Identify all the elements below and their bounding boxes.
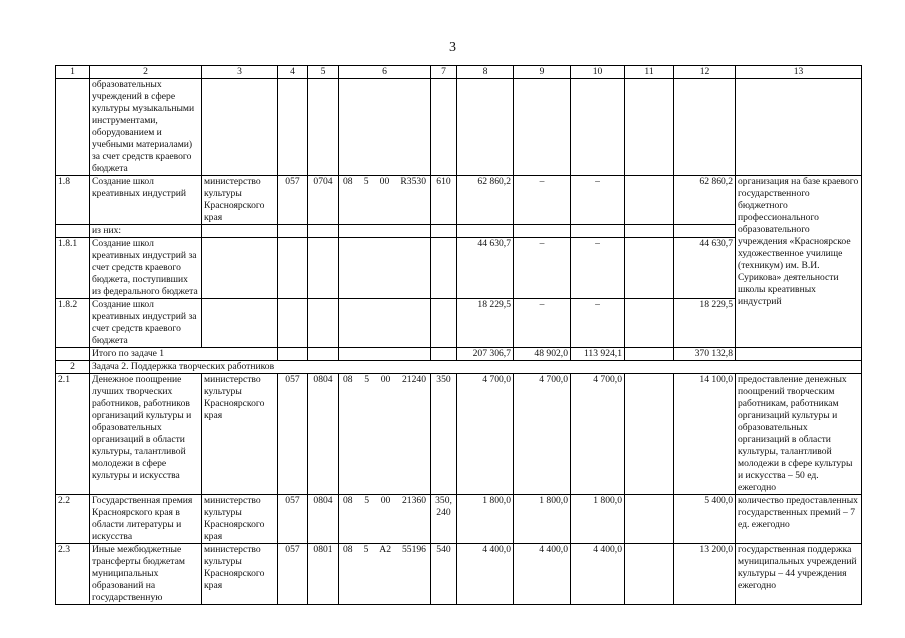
- table-row: [56, 176, 862, 225]
- executor: министерство культуры Красноярского края: [202, 176, 278, 225]
- row-number: 2.1: [56, 374, 90, 495]
- header-cell: 7: [431, 66, 457, 79]
- expense-type: 350, 240: [431, 495, 457, 544]
- value-year1: 18 229,5: [457, 299, 514, 348]
- header-cell: 8: [457, 66, 514, 79]
- target-code: 08 5 00 R3530: [339, 176, 431, 225]
- header-cell: 13: [736, 66, 862, 79]
- header-cell: 6: [339, 66, 431, 79]
- table-row: [56, 374, 862, 495]
- value-year2: 1 800,0: [514, 495, 571, 544]
- measure-name: Государственная премия Красноярского края в области литературы и искусства: [90, 495, 202, 544]
- value-total: 62 860,2: [674, 176, 736, 225]
- value-year2: –: [514, 238, 571, 299]
- expected-result: организация на базе краевого государственного бюджетного профессионального образовательного учреждения «Красноярское художественное училище (техникум) им. В.И. Сурикова» деятельности школы креативных индустрий: [736, 176, 862, 348]
- header-cell: 12: [674, 66, 736, 79]
- header-cell: 2: [90, 66, 202, 79]
- section-code: 0804: [308, 374, 339, 495]
- value-year1: 4 700,0: [457, 374, 514, 495]
- header-cell: 4: [278, 66, 308, 79]
- grbs-code: 057: [278, 374, 308, 495]
- value-total: 13 200,0: [674, 544, 736, 605]
- table-row: [56, 544, 862, 605]
- budget-table: [55, 65, 862, 605]
- row-number: 1.8.2: [56, 299, 90, 348]
- grbs-code: 057: [278, 176, 308, 225]
- value-total: 14 100,0: [674, 374, 736, 495]
- grbs-code: 057: [278, 495, 308, 544]
- value-year2: –: [514, 299, 571, 348]
- value-year2: 4 700,0: [514, 374, 571, 495]
- value-year3: 4 400,0: [571, 544, 625, 605]
- value-year2: 4 400,0: [514, 544, 571, 605]
- row-number: 1.8.1: [56, 238, 90, 299]
- subitem-label: из них:: [90, 225, 202, 238]
- value-year3: –: [571, 299, 625, 348]
- row-number: 1.8: [56, 176, 90, 225]
- expected-result: предоставление денежных поощрений творческим работникам, работникам организаций культуры и образовательных организаций в области культуры, талантливой молодежи в сфере культуры и искусства – 50 ед. ежегодно: [736, 374, 862, 495]
- grbs-code: 057: [278, 544, 308, 605]
- value-total: 5 400,0: [674, 495, 736, 544]
- target-code: 08 5 00 21360: [339, 495, 431, 544]
- measure-name: образовательных учреждений в сфере культуры музыкальными инструментами, оборудованием и учебными материалами) за счет средств краевого бюджета: [90, 79, 202, 176]
- total-row: [56, 348, 862, 361]
- expense-type: 540: [431, 544, 457, 605]
- measure-name: Создание школ креативных индустрий за счет средств краевого бюджета, поступивших из федерального бюджета: [90, 238, 202, 299]
- value-year1: 62 860,2: [457, 176, 514, 225]
- expense-type: 610: [431, 176, 457, 225]
- value-year2: –: [514, 176, 571, 225]
- header-cell: 3: [202, 66, 278, 79]
- task-title: Задача 2. Поддержка творческих работников: [90, 361, 862, 374]
- header-cell: 11: [625, 66, 674, 79]
- total-year1: 207 306,7: [457, 348, 514, 361]
- section-code: 0804: [308, 495, 339, 544]
- total-sum: 370 132,8: [674, 348, 736, 361]
- total-label: Итого по задаче 1: [90, 348, 278, 361]
- header-cell: 9: [514, 66, 571, 79]
- value-year1: 44 630,7: [457, 238, 514, 299]
- expense-type: 350: [431, 374, 457, 495]
- header-cell: 10: [571, 66, 625, 79]
- value-col11: [625, 176, 674, 225]
- expected-result: количество предоставленных государственных премий – 7 ед. ежегодно: [736, 495, 862, 544]
- value-year3: –: [571, 238, 625, 299]
- value-total: 44 630,7: [674, 238, 736, 299]
- value-year3: –: [571, 176, 625, 225]
- row-number: 2.3: [56, 544, 90, 605]
- measure-name: Создание школ креативных индустрий: [90, 176, 202, 225]
- section-code: 0801: [308, 544, 339, 605]
- section-code: 0704: [308, 176, 339, 225]
- header-row: [56, 66, 862, 79]
- value-total: 18 229,5: [674, 299, 736, 348]
- value-year1: 4 400,0: [457, 544, 514, 605]
- header-cell: 5: [308, 66, 339, 79]
- executor: министерство культуры Красноярского края: [202, 495, 278, 544]
- expected-result: государственная поддержка муниципальных учреждений культуры – 44 учреждения ежегодно: [736, 544, 862, 605]
- row-number: 2.2: [56, 495, 90, 544]
- target-code: 08 5 A2 55196: [339, 544, 431, 605]
- header-cell: 1: [56, 66, 90, 79]
- measure-name: Иные межбюджетные трансферты бюджетам муниципальных образований на государственную: [90, 544, 202, 605]
- measure-name: Создание школ креативных индустрий за счет средств краевого бюджета: [90, 299, 202, 348]
- table-row: [56, 495, 862, 544]
- table-row: [56, 79, 862, 176]
- executor: министерство культуры Красноярского края: [202, 374, 278, 495]
- executor: министерство культуры Красноярского края: [202, 544, 278, 605]
- value-year3: 4 700,0: [571, 374, 625, 495]
- task-number: 2: [56, 361, 90, 374]
- page-number: 3: [449, 40, 456, 55]
- value-year3: 1 800,0: [571, 495, 625, 544]
- total-year3: 113 924,1: [571, 348, 625, 361]
- target-code: 08 5 00 21240: [339, 374, 431, 495]
- task-row: [56, 361, 862, 374]
- total-year2: 48 902,0: [514, 348, 571, 361]
- measure-name: Денежное поощрение лучших творческих работников, работников организаций культуры и образовательных организаций в области культуры, талантливой молодежи в сфере культуры и искусства: [90, 374, 202, 495]
- value-year1: 1 800,0: [457, 495, 514, 544]
